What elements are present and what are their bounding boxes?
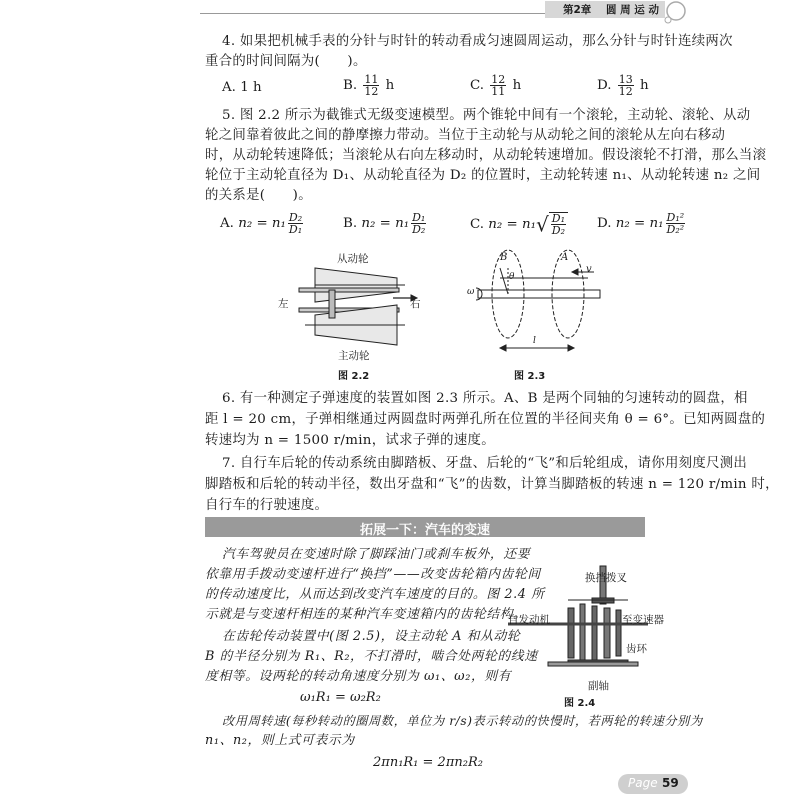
- q5-line: 时，从动轮转速降低；当滚轮从右向左移动时，从动轮转速增加。假设滚轮不打滑，那么当滚: [205, 148, 767, 163]
- section-title: 拓展一下：汽车的变速: [359, 523, 490, 538]
- body-line: 汽车驾驶员在变速时除了脚踩油门或刹车板外，还要: [222, 547, 531, 562]
- body-line: 在齿轮传动装置中(图 2.5)，设主动轮 A 和从动轮: [222, 629, 521, 644]
- q4-option: A. 1 h: [222, 80, 262, 95]
- fig23-label-v: v: [586, 264, 592, 275]
- body-line: 示就是与变速杆相连的某种汽车变速箱内的齿轮结构。: [205, 607, 527, 622]
- fig24-to-car: 至变速器: [622, 614, 664, 626]
- q7-line: 脚踏板和后轮的转动半径，数出牙盘和“飞”的齿数，计算当脚踏板的转速 n = 120 r/min 时，: [205, 477, 779, 492]
- fig23-label-l: l: [533, 336, 536, 346]
- fig23-label-theta: θ: [509, 272, 515, 282]
- fig23-label-a: A: [561, 252, 569, 263]
- q5-option: A. n₂ = n₁ $\frac{\text{D₂}}{\text{D₁}}$: [220, 211, 303, 236]
- equation-2: 2πn₁R₁ = 2πn₂R₂: [373, 755, 483, 770]
- body-line: 依靠用手拨动变速杆进行“换挡”——改变齿轮箱内齿轮间: [205, 567, 541, 582]
- fig24-shift-fork: 换挡拨叉: [585, 572, 627, 584]
- body-line: 的传动速度比，从而达到改变汽车速度的目的。图 2.4 所: [205, 587, 545, 602]
- equation-1: ω₁R₁ = ω₂R₂: [300, 690, 381, 705]
- chapter-label: 第2章: [563, 4, 592, 16]
- q4-option: B. $\frac{11}{12}$ h: [343, 73, 395, 98]
- fig24-shaft: 副轴: [588, 680, 609, 692]
- q5-line: 5. 图 2.2 所示为截锥式无级变速模型。两个锥轮中间有一个滚轮，主动轮、滚轮、从动: [222, 108, 751, 123]
- q4-option: C. $\frac{12}{11}$ h: [470, 73, 522, 98]
- q4-line1: 4. 如果把机械手表的分针与时针的转动看成匀速圆周运动，那么分针与时针连续两次: [222, 34, 733, 49]
- body-line: n₁、n₂，则上式可表示为: [205, 733, 355, 748]
- q7-line: 7. 自行车后轮的传动系统由脚踏板、牙盘、后轮的“飞”和后轮组成，请你用刻度尺测出: [222, 456, 748, 471]
- chapter-title: 圆 周 运 动: [606, 4, 659, 16]
- q5-line: 的关系是( )。: [205, 188, 312, 203]
- fig22-left-label: 左: [278, 298, 289, 310]
- q5-option: D. n₂ = n₁ $\frac{\text{D₁²}}{\text{D₂²}}$: [597, 211, 685, 236]
- q5-option: B. n₂ = n₁ $\frac{\text{D₁}}{\text{D₂}}$: [343, 211, 426, 236]
- fig22-right-label: 右: [410, 298, 421, 310]
- header-bar: [0, 0, 800, 22]
- q4-option: D. $\frac{13}{12}$ h: [597, 73, 649, 98]
- q5-line: 轮位于主动轮直径为 D₁、从动轮直径为 D₂ 的位置时，主动轮转速 n₁、从动轮转速 n₂ 之间: [205, 168, 761, 183]
- footer-page-word: Page: [628, 776, 658, 790]
- q6-line: 距 l = 20 cm，子弹相继通过两圆盘时两弹孔所在位置的半径间夹角 θ = 6°。已知两圆盘的: [205, 412, 766, 427]
- q5-option: C. n₂ = n₁√ $\frac{\text{D₁}}{\text{D₂}}$: [470, 212, 568, 237]
- fig24-engine: 自发动机: [508, 614, 550, 626]
- q7-line: 自行车的行驶速度。: [205, 498, 329, 513]
- fig23-label-omega: ω: [467, 287, 475, 297]
- fig24-gear-ring: 齿环: [626, 643, 647, 655]
- fig23-caption: 图 2.3: [514, 371, 546, 382]
- fig23-label-b: B: [500, 252, 508, 263]
- fig22-caption: 图 2.2: [338, 371, 370, 382]
- body-line: 改用周转速(每秒转动的圈周数，单位为 r/s)表示转动的快慢时，若两轮的转速分别为: [222, 714, 703, 728]
- fig22-top-label: 从动轮: [337, 253, 369, 265]
- q6-line: 6. 有一种测定子弹速度的装置如图 2.3 所示。A、B 是两个同轴的匀速转动的圆盘，相: [222, 391, 748, 406]
- fig24-caption: 图 2.4: [564, 698, 596, 709]
- footer-page-number: 59: [662, 776, 679, 790]
- fig22-bottom-label: 主动轮: [338, 350, 370, 362]
- q5-line: 轮之间靠着彼此之间的静摩擦力带动。当位于主动轮与从动轮之间的滚轮从左向右移动: [205, 128, 726, 143]
- q6-line: 转速均为 n = 1500 r/min，试求子弹的速度。: [205, 433, 495, 448]
- figure-2-2: [285, 250, 430, 360]
- body-line: B 的半径分别为 R₁、R₂，不打滑时，啮合处两轮的线速: [205, 649, 538, 664]
- header-bubble-icon: [662, 0, 690, 24]
- q4-line2: 重合的时间间隔为( )。: [205, 54, 367, 69]
- body-line: 度相等。设两轮的转动角速度分别为 ω₁、ω₂，则有: [205, 669, 512, 684]
